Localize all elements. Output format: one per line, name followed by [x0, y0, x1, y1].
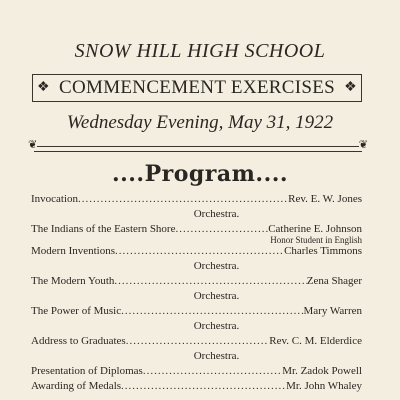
program-item — [31, 245, 362, 260]
leader-dots — [126, 335, 270, 347]
item-title: Awarding of Medals — [31, 380, 122, 392]
orchestra-interlude: Orchestra. — [193, 208, 240, 220]
program-item — [31, 335, 362, 350]
item-person: Charles Timmons — [284, 245, 362, 257]
program-heading: ....Program.... — [111, 161, 289, 187]
program-item — [31, 365, 362, 380]
program-item — [31, 380, 362, 395]
program-item — [31, 193, 362, 208]
ornament-right-icon: ❖ — [344, 80, 357, 95]
item-title: Modern Inventions — [31, 245, 116, 257]
program-item — [31, 275, 362, 290]
item-title: Presentation of Diplomas — [31, 365, 143, 377]
leader-dots — [121, 305, 303, 317]
item-person: Rev. C. M. Elderdice — [269, 335, 362, 347]
school-name: SNOW HILL HIGH SCHOOL — [74, 40, 326, 62]
event-banner — [32, 74, 362, 102]
ornament-left-icon: ❖ — [37, 80, 50, 95]
item-person: Mr. Zadok Powell — [282, 365, 362, 377]
program-list — [31, 193, 362, 395]
leader-dots — [121, 380, 286, 392]
leader-dots — [175, 223, 268, 235]
item-person: Rev. E. W. Jones — [288, 193, 362, 205]
leader-dots — [114, 275, 306, 287]
item-person: Catherine E. Johnson — [268, 223, 362, 235]
item-title: The Modern Youth — [31, 275, 115, 287]
item-person: Mary Warren — [303, 305, 362, 317]
divider-flourish-right-icon: ❦ — [358, 139, 368, 151]
program-item — [31, 305, 362, 320]
item-person: Mr. John Whaley — [286, 380, 362, 392]
item-title: Address to Graduates — [31, 335, 126, 347]
item-title: The Power of Music — [31, 305, 122, 317]
item-note: Honor Student in English — [270, 235, 362, 245]
leader-dots — [78, 193, 288, 205]
program-item — [31, 223, 362, 238]
orchestra-interlude: Orchestra. — [193, 320, 240, 332]
divider-flourish-left-icon: ❦ — [28, 139, 38, 151]
ornamental-divider — [28, 139, 368, 152]
item-person: Zena Shager — [306, 275, 362, 287]
item-title: The Indians of the Eastern Shore — [31, 223, 176, 235]
event-date: Wednesday Evening, May 31, 1922 — [66, 112, 334, 133]
item-title: Invocation — [31, 193, 79, 205]
event-title: COMMENCEMENT EXERCISES — [59, 77, 335, 98]
leader-dots — [143, 365, 282, 377]
orchestra-interlude: Orchestra. — [193, 350, 240, 362]
orchestra-interlude: Orchestra. — [193, 290, 240, 302]
leader-dots — [115, 245, 284, 257]
orchestra-interlude: Orchestra. — [193, 260, 240, 272]
